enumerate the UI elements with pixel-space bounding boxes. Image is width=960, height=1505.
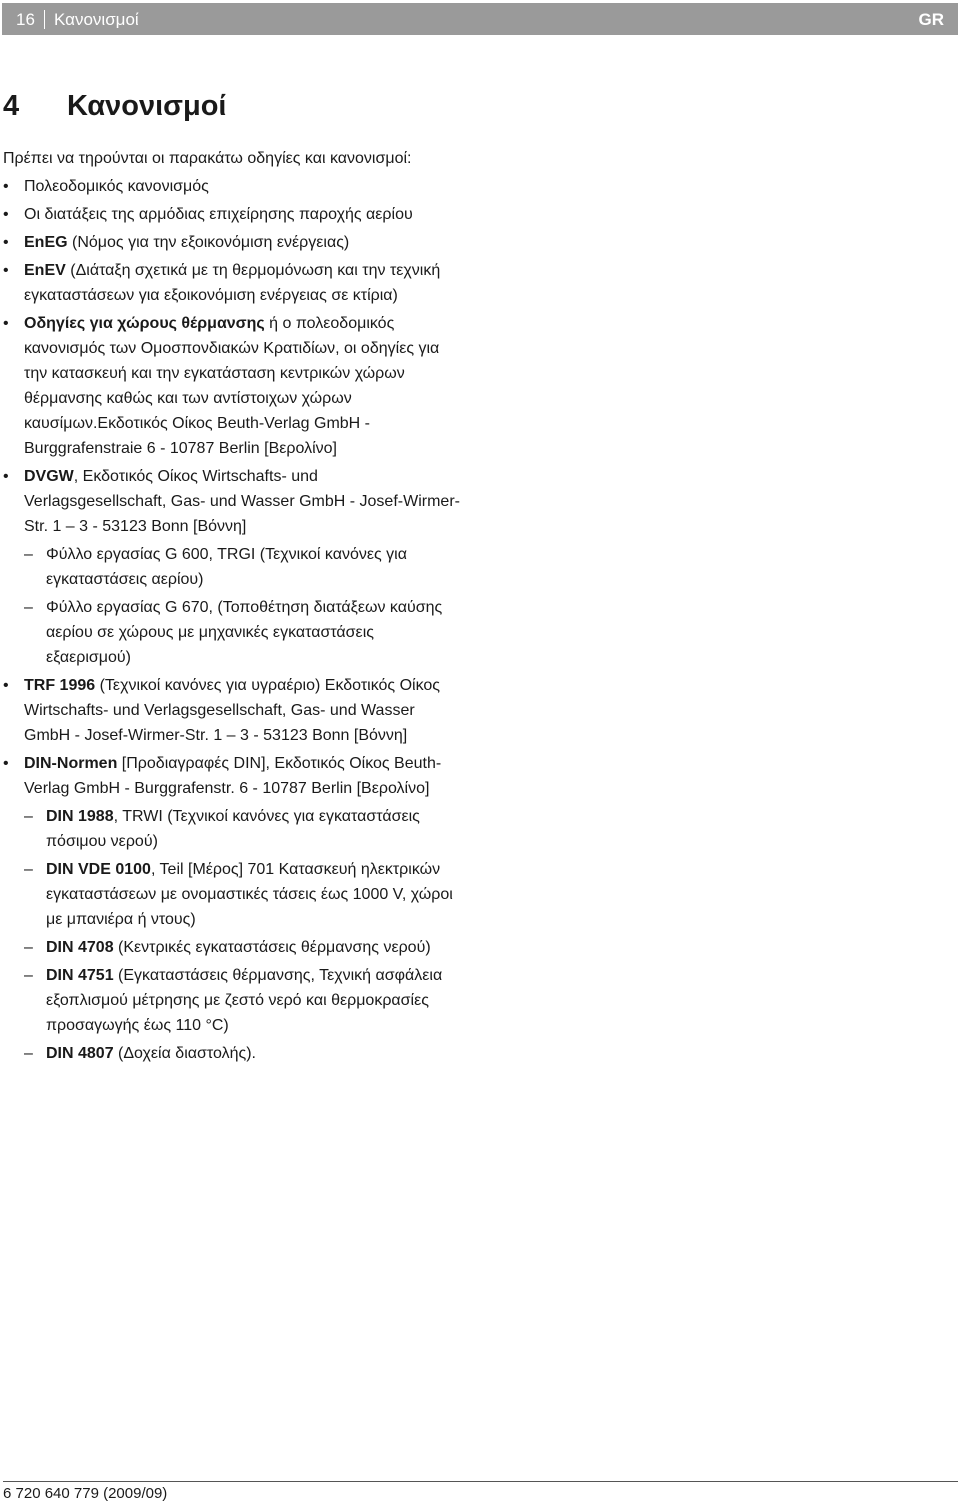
document-number: 6 720 640 779 (2009/09) — [3, 1485, 168, 1502]
header-divider — [44, 10, 45, 29]
page-number: 16 — [16, 10, 35, 29]
sub-list-item — [24, 935, 463, 960]
item-keyword: Οδηγίες για χώρους θέρμανσης — [24, 315, 265, 332]
item-text: , Εκδοτικός Οίκος Wirtschafts- und Verlagsgesellschaft, Gas- und Wasser GmbH - Josef-Wirmer-Str. 1 – 3 - 53123 Bonn [Βόννη] — [24, 468, 460, 535]
item-text: Οι διατάξεις της αρμόδιας επιχείρησης παροχής αερίου — [24, 206, 413, 223]
item-keyword: DIN 4807 — [46, 1045, 114, 1062]
list-item — [3, 202, 463, 227]
sub-list — [24, 542, 463, 670]
item-text: [Προδιαγραφές DIN], Εκδοτικός Οίκος Beuth-Verlag GmbH - Burggrafenstr. 6 - 10787 Berlin [Βερολίνο] — [24, 755, 442, 797]
item-keyword: EnEG — [24, 234, 68, 251]
list-item — [3, 464, 463, 670]
item-text: Φύλλο εργασίας G 600, TRGI (Τεχνικοί κανόνες για εγκαταστάσεις αερίου) — [46, 546, 407, 588]
item-keyword: TRF 1996 — [24, 677, 96, 694]
sub-list-item — [24, 595, 463, 670]
list-item — [3, 258, 463, 308]
footer-divider — [3, 1481, 958, 1482]
list-item — [3, 673, 463, 748]
intro-text: Πρέπει να τηρούνται οι παρακάτω οδηγίες και κανονισμοί: — [3, 150, 412, 167]
item-text: Φύλλο εργασίας G 670, (Τοποθέτηση διατάξεων καύσης αερίου σε χώρους με μηχανικές εγκαταστάσεις εξαερισμού) — [46, 599, 443, 666]
sub-list — [24, 804, 463, 1066]
item-text: (Εγκαταστάσεις θέρμανσης, Τεχνική ασφάλεια εξοπλισμού μέτρησης με ζεστό νερό και θερμοκρασίες προσαγωγής έως 110 °C) — [46, 967, 443, 1034]
item-text: ή ο πολεοδομικός κανονισμός των Ομοσπονδιακών Κρατιδίων, οι οδηγίες για την κατασκευή και την εγκατάσταση κεντρικών χώρων θέρμανσης καθώς και των αντίστοιχων χώρων καυσίμων.Εκδοτικός Οίκος Beuth-Verlag GmbH - Burggrafenstraie 6 - 10787 Berlin [Βερολίνο] — [24, 315, 440, 457]
sub-list-item — [24, 804, 463, 854]
sub-list-item — [24, 963, 463, 1038]
item-text: Πολεοδομικός κανονισμός — [24, 178, 209, 195]
header-title: Κανονισμοί — [54, 10, 139, 29]
list-item — [3, 751, 463, 1066]
item-keyword: DVGW — [24, 468, 74, 485]
item-keyword: DIN 4751 — [46, 967, 114, 984]
list-item — [3, 174, 463, 199]
page-header — [2, 3, 958, 35]
item-keyword: EnEV — [24, 262, 66, 279]
item-keyword: DIN 1988 — [46, 808, 114, 825]
item-text: , Teil [Μέρος] 701 Κατασκευή ηλεκτρικών εγκαταστάσεων με ονομαστικές τάσεις έως 1000 V, χώροι με μπανιέρα ή ντους) — [46, 861, 453, 928]
item-text: (Τεχνικοί κανόνες για υγραέριο) Εκδοτικός Οίκος Wirtschafts- und Verlagsgesellschaft, Gas- und Wasser GmbH - Josef-Wirmer-Str. 1 – 3 - 53123 Bonn [Βόννη] — [24, 677, 440, 744]
sub-list-item — [24, 1041, 463, 1066]
item-keyword: DIN-Normen — [24, 755, 118, 772]
sub-list-item — [24, 857, 463, 932]
item-text: (Κεντρικές εγκαταστάσεις θέρμανσης νερού) — [113, 939, 431, 956]
item-text: (Νόμος για την εξοικονόμιση ενέργειας) — [67, 234, 350, 251]
language-code: GR — [918, 10, 944, 29]
list-item — [3, 230, 463, 255]
chapter-title: Κανονισμοί — [67, 90, 227, 122]
regulations-list — [3, 174, 463, 1066]
item-text: (Δοχεία διαστολής). — [113, 1045, 256, 1062]
regulations-section — [3, 146, 463, 1069]
item-keyword: DIN 4708 — [46, 939, 114, 956]
item-text: , TRWI (Τεχνικοί κανόνες για εγκαταστάσεις πόσιμου νερού) — [46, 808, 420, 850]
item-text: (Διάταξη σχετικά με τη θερμομόνωση και την τεχνική εγκαταστάσεων για εξοικονόμιση ενέργειας σε κτίρια) — [24, 262, 441, 304]
chapter-number: 4 — [3, 90, 20, 122]
list-item — [3, 311, 463, 461]
item-keyword: DIN VDE 0100 — [46, 861, 151, 878]
sub-list-item — [24, 542, 463, 592]
